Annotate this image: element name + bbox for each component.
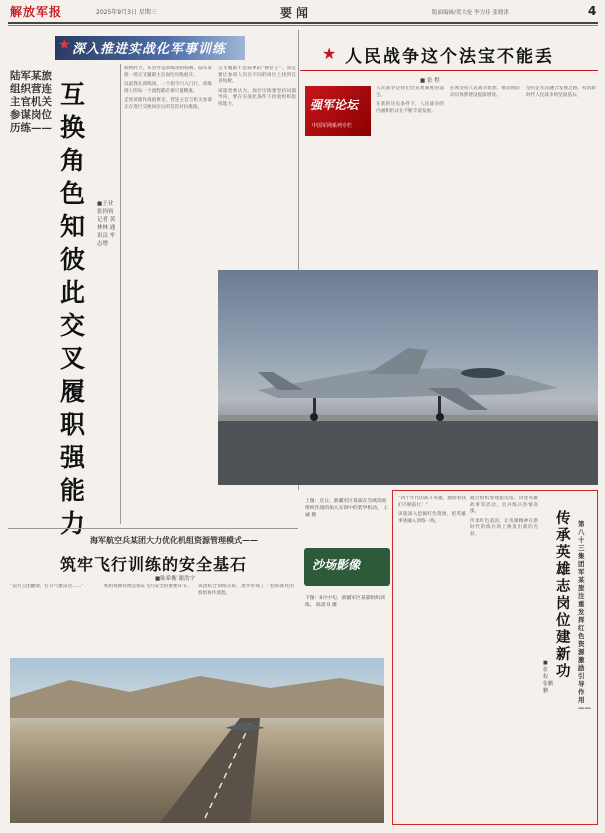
photo-caption xyxy=(305,498,389,519)
article-paragraph: 机组资源管理是保证飞行安全的重要环节。 xyxy=(104,584,192,589)
article-paragraph: 人民战争是我们党克敌制胜的法宝。 xyxy=(376,86,444,98)
article-column xyxy=(450,86,520,264)
runway-illustration xyxy=(10,658,384,823)
opinion-author: ■ 张 程 xyxy=(420,78,440,84)
story-headline: 筑牢飞行训练的安全基石 xyxy=(60,555,248,574)
article-column xyxy=(10,584,100,654)
fighter-jet-photo xyxy=(218,270,598,485)
fighter-jet-illustration xyxy=(218,270,598,485)
column-badge-subtitle: 中国军网系列专栏 xyxy=(312,123,353,129)
article-paragraph: 走进该旅作战值班室，营连主官与机关参谋正在进行交换岗位后的首次对抗推演。 xyxy=(124,98,212,110)
article-paragraph: 该团结合训练实际，逐步形成了一套标准化的机组协作流程。 xyxy=(198,584,294,596)
article-column xyxy=(218,66,296,266)
photo-caption-text: 上图：近日，新疆军区某部在雪域高原组织作战的加入实训中的装甲机动。 xyxy=(305,499,387,511)
photo-credit: 王诚 摄 xyxy=(305,506,389,518)
article-paragraph: 通过组织参观旅史馆、讲述英雄故事等活动，官兵练兵热情高涨。 xyxy=(470,496,538,515)
article-paragraph: 该旅深入挖掘红色资源，把英雄事迹融入训练一线。 xyxy=(398,512,466,524)
column-divider xyxy=(120,64,121,524)
section-divider xyxy=(8,528,298,529)
page-number: 4 xyxy=(588,4,597,18)
header-rule-thin xyxy=(8,25,598,26)
section-title: 要闻 xyxy=(280,6,313,20)
article-column xyxy=(376,86,444,264)
headline-rule xyxy=(300,70,598,71)
photo-credit: 陈思书 摄 xyxy=(316,603,337,608)
header-rule xyxy=(8,22,598,24)
photo-caption-text: 下图：8月中旬，新疆军区某部组织训练。 xyxy=(305,596,385,608)
article-paragraph: 以前我在训练场，一个指令只入门行，训练场上的每一个流程都必须尽量精准。 xyxy=(124,82,212,94)
article-paragraph: 如秋时节，军营外是训练场的标牌，陆军某旅一场交叉履职主官岗位历练展开。 xyxy=(124,66,212,78)
article-column xyxy=(470,496,538,818)
runway-photo xyxy=(10,658,384,823)
photo-caption xyxy=(305,595,389,609)
story-headline: 互换角色知彼此 交叉履职强能力 xyxy=(60,80,86,538)
article-column xyxy=(526,86,596,264)
story-subhead: 海军航空兵某团大力优化机组资源管理模式—— xyxy=(90,535,258,545)
article-paragraph: 坚持走军民融合发展之路，构筑新时代人民战争的坚固基石。 xyxy=(526,86,596,98)
article-paragraph: “前方云团翻滚，打开气象雷达……” xyxy=(10,584,84,589)
dateline: 2025年9月3日 星期三 xyxy=(96,9,157,16)
article-column xyxy=(124,66,212,521)
story-byline: ■陈希衡 谢浩宇 xyxy=(155,576,195,582)
opinion-headline: 人民战争这个法宝不能丢 xyxy=(345,47,554,67)
article-paragraph: 该旅党委认为，岗位历练要坚持问题导向，要在实战化条件下检验组织指挥能力。 xyxy=(218,88,296,107)
feature-headline: 传承英雄志 岗位建新功 xyxy=(556,510,571,680)
feature-byline: ■ 张 程 张鹏鹏 xyxy=(543,660,554,694)
article-paragraph: 必须坚持人民战争思想，推动国防动员体系建设提质增效。 xyxy=(450,86,520,98)
column-badge-title: 强军论坛 xyxy=(310,98,359,112)
article-column xyxy=(198,584,294,654)
banner-text: 深入推进实战化军事训练 xyxy=(72,42,227,57)
story-byline: ■王业 张钧钧 记者 黄林林 通讯员 牟志增 xyxy=(97,201,116,247)
article-paragraph: “四十年代的战斗英雄，激励着我们不断前行！” xyxy=(398,496,466,508)
star-icon: ★ xyxy=(58,37,71,53)
article-paragraph: 交叉履职不是简单的“换位子”，而是要让参训人员在不同的岗位上找到自身短板。 xyxy=(218,66,296,85)
masthead-logo: 解放军报 xyxy=(10,5,63,19)
article-column xyxy=(104,584,194,654)
star-icon: ★ xyxy=(322,44,337,63)
article-column xyxy=(398,496,466,818)
story-subhead: 陆军某旅组织营连主官机关参谋岗位历练—— xyxy=(10,70,52,134)
editors-credit: 版面编辑/贺大伦 李力佳 张晓津 xyxy=(432,10,509,16)
article-paragraph: 在新的历史条件下，人民战争的内涵和形式在不断丰富发展。 xyxy=(376,102,444,114)
article-paragraph: 传承红色基因，让英雄精神在新时代的练兵场上焕发出新的光彩。 xyxy=(470,518,538,537)
photo-column-badge-text: 沙场影像 xyxy=(312,558,361,572)
feature-deck: 第八十三集团军某旅注重发挥红色资源激励引导作用—— xyxy=(578,520,591,712)
